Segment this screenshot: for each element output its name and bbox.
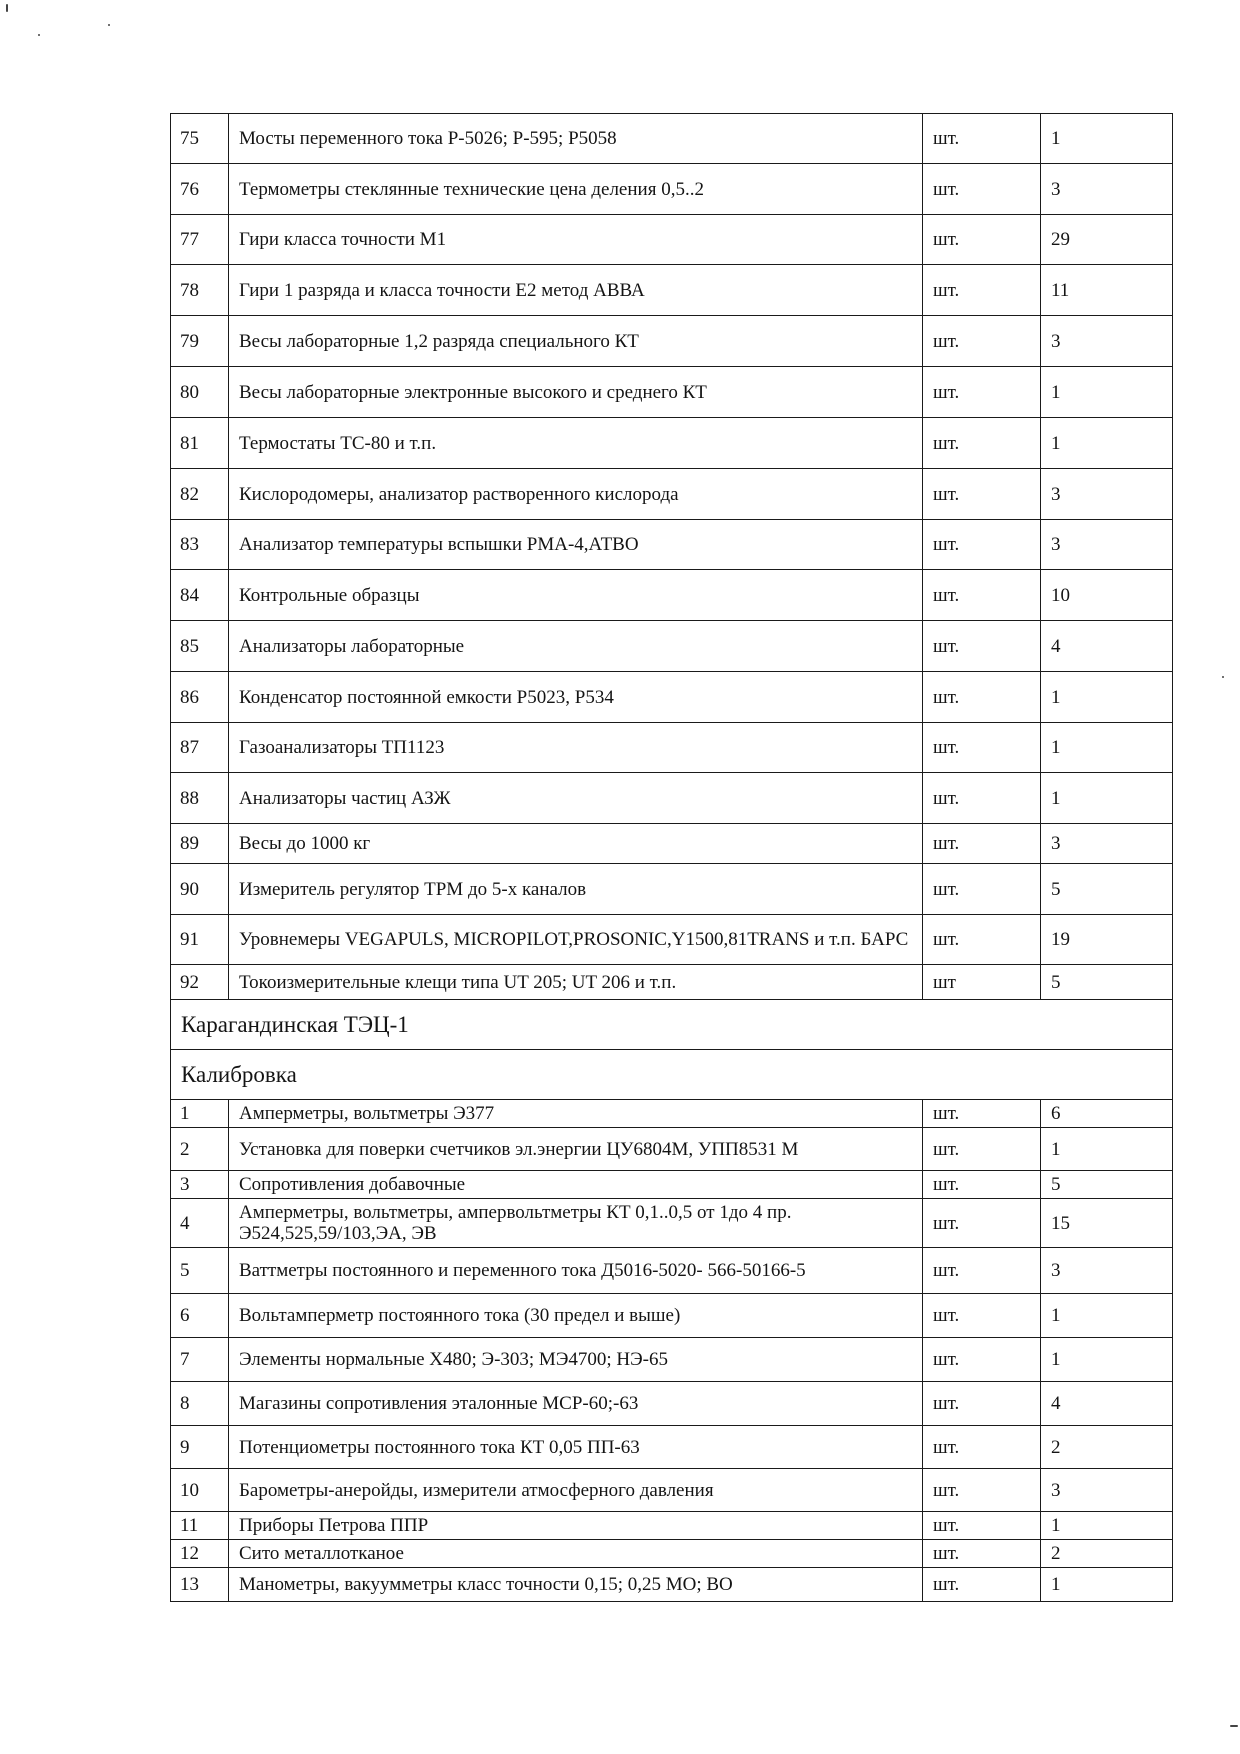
scan-speck	[6, 4, 8, 12]
unit-of-measure: шт.	[923, 723, 1041, 773]
item-quantity: 1	[1041, 1512, 1173, 1540]
scan-speck	[1230, 1725, 1238, 1727]
row-number: 10	[171, 1469, 229, 1512]
item-quantity: 3	[1041, 520, 1173, 570]
item-quantity: 1	[1041, 773, 1173, 824]
row-number: 2	[171, 1128, 229, 1171]
scan-speck	[1222, 676, 1224, 678]
item-name: Гири 1 разряда и класса точности Е2 метод АВВА	[229, 265, 923, 316]
table-row	[171, 469, 1173, 520]
item-name: Мосты переменного тока Р-5026; Р-595; Р5058	[229, 114, 923, 164]
row-number: 84	[171, 570, 229, 621]
row-number: 89	[171, 824, 229, 864]
item-name: Сито металлотканое	[229, 1540, 923, 1568]
item-quantity: 3	[1041, 469, 1173, 520]
item-name: Магазины сопротивления эталонные МСР-60;-63	[229, 1382, 923, 1426]
item-quantity: 3	[1041, 1248, 1173, 1294]
item-quantity: 3	[1041, 824, 1173, 864]
unit-of-measure: шт.	[923, 1338, 1041, 1382]
row-number: 4	[171, 1199, 229, 1248]
unit-of-measure: шт.	[923, 418, 1041, 469]
row-number: 85	[171, 621, 229, 672]
item-name: Весы лабораторные электронные высокого и среднего КТ	[229, 367, 923, 418]
table-row	[171, 965, 1173, 1000]
item-quantity: 4	[1041, 1382, 1173, 1426]
item-name: Ваттметры постоянного и переменного тока Д5016-5020- 566-50166-5	[229, 1248, 923, 1294]
unit-of-measure: шт.	[923, 469, 1041, 520]
table-row	[171, 520, 1173, 570]
section-org-title: Карагандинская ТЭЦ-1	[171, 1000, 1173, 1050]
unit-of-measure: шт.	[923, 824, 1041, 864]
table-row	[171, 1171, 1173, 1199]
item-name: Вольтамперметр постоянного тока (30 предел и выше)	[229, 1294, 923, 1338]
table-row	[171, 114, 1173, 164]
row-number: 1	[171, 1100, 229, 1128]
item-quantity: 3	[1041, 1469, 1173, 1512]
row-number: 7	[171, 1338, 229, 1382]
row-number: 11	[171, 1512, 229, 1540]
row-number: 86	[171, 672, 229, 723]
unit-of-measure: шт.	[923, 1171, 1041, 1199]
table-row	[171, 164, 1173, 215]
row-number: 5	[171, 1248, 229, 1294]
item-quantity: 1	[1041, 1568, 1173, 1602]
table-row	[171, 1248, 1173, 1294]
item-name: Термостаты ТС-80 и т.п.	[229, 418, 923, 469]
item-quantity: 5	[1041, 864, 1173, 915]
item-name: Контрольные образцы	[229, 570, 923, 621]
item-quantity: 1	[1041, 1338, 1173, 1382]
table-row	[171, 1338, 1173, 1382]
unit-of-measure: шт.	[923, 1540, 1041, 1568]
item-quantity: 10	[1041, 570, 1173, 621]
unit-of-measure: шт.	[923, 164, 1041, 215]
item-name: Потенциометры постоянного тока КТ 0,05 ПП-63	[229, 1426, 923, 1469]
item-quantity: 6	[1041, 1100, 1173, 1128]
unit-of-measure: шт.	[923, 1294, 1041, 1338]
item-name: Токоизмерительные клещи типа UT 205; UT 206 и т.п.	[229, 965, 923, 1000]
item-quantity: 2	[1041, 1426, 1173, 1469]
unit-of-measure: шт.	[923, 570, 1041, 621]
item-name: Установка для поверки счетчиков эл.энергии ЦУ6804М, УПП8531 М	[229, 1128, 923, 1171]
row-number: 9	[171, 1426, 229, 1469]
unit-of-measure: шт.	[923, 114, 1041, 164]
table-row	[171, 864, 1173, 915]
section-subheading-row	[171, 1050, 1173, 1100]
item-name: Амперметры, вольтметры Э377	[229, 1100, 923, 1128]
row-number: 79	[171, 316, 229, 367]
row-number: 88	[171, 773, 229, 824]
table-row	[171, 621, 1173, 672]
item-name: Весы до 1000 кг	[229, 824, 923, 864]
table-row	[171, 915, 1173, 965]
table-row	[171, 1512, 1173, 1540]
item-quantity: 1	[1041, 114, 1173, 164]
row-number: 3	[171, 1171, 229, 1199]
row-number: 90	[171, 864, 229, 915]
unit-of-measure: шт.	[923, 1100, 1041, 1128]
item-quantity: 2	[1041, 1540, 1173, 1568]
row-number: 77	[171, 215, 229, 265]
item-name: Анализаторы лабораторные	[229, 621, 923, 672]
item-name: Элементы нормальные Х480; Э-303; МЭ4700; НЭ-65	[229, 1338, 923, 1382]
unit-of-measure: шт.	[923, 367, 1041, 418]
item-name: Гири класса точности М1	[229, 215, 923, 265]
row-number: 6	[171, 1294, 229, 1338]
scan-speck	[108, 24, 110, 26]
row-number: 91	[171, 915, 229, 965]
table-row	[171, 672, 1173, 723]
item-quantity: 19	[1041, 915, 1173, 965]
item-name: Термометры стеклянные технические цена деления 0,5..2	[229, 164, 923, 215]
item-quantity: 5	[1041, 965, 1173, 1000]
item-quantity: 1	[1041, 672, 1173, 723]
unit-of-measure: шт.	[923, 1469, 1041, 1512]
item-name: Сопротивления добавочные	[229, 1171, 923, 1199]
item-name: Приборы Петрова ППР	[229, 1512, 923, 1540]
table-row	[171, 418, 1173, 469]
unit-of-measure: шт	[923, 965, 1041, 1000]
unit-of-measure: шт.	[923, 915, 1041, 965]
row-number: 87	[171, 723, 229, 773]
table-row	[171, 1100, 1173, 1128]
table-row	[171, 723, 1173, 773]
unit-of-measure: шт.	[923, 773, 1041, 824]
row-number: 13	[171, 1568, 229, 1602]
item-quantity: 1	[1041, 1294, 1173, 1338]
table-row	[171, 1540, 1173, 1568]
unit-of-measure: шт.	[923, 520, 1041, 570]
table-row	[171, 1382, 1173, 1426]
unit-of-measure: шт.	[923, 672, 1041, 723]
table-row	[171, 824, 1173, 864]
item-quantity: 15	[1041, 1199, 1173, 1248]
unit-of-measure: шт.	[923, 1426, 1041, 1469]
row-number: 92	[171, 965, 229, 1000]
unit-of-measure: шт.	[923, 1512, 1041, 1540]
table-row	[171, 1294, 1173, 1338]
table-row	[171, 265, 1173, 316]
equipment-table-upper	[170, 113, 1173, 1000]
item-name: Конденсатор постоянной емкости Р5023, Р534	[229, 672, 923, 723]
section-heading-row	[171, 1000, 1173, 1050]
item-quantity: 29	[1041, 215, 1173, 265]
item-name: Анализатор температуры вспышки РМА-4,АТВО	[229, 520, 923, 570]
row-number: 12	[171, 1540, 229, 1568]
table-row	[171, 773, 1173, 824]
table-row	[171, 1426, 1173, 1469]
item-quantity: 4	[1041, 621, 1173, 672]
item-quantity: 1	[1041, 367, 1173, 418]
section-subtitle: Калибровка	[171, 1050, 1173, 1100]
unit-of-measure: шт.	[923, 1199, 1041, 1248]
table-row	[171, 316, 1173, 367]
item-name: Уровнемеры VEGAPULS, MICROPILOT,PROSONIC,Y1500,81TRANS и т.п. БАРС	[229, 915, 923, 965]
equipment-table-lower	[170, 999, 1173, 1602]
row-number: 82	[171, 469, 229, 520]
scan-speck	[38, 34, 40, 36]
table-row	[171, 570, 1173, 621]
item-name: Весы лабораторные 1,2 разряда специального КТ	[229, 316, 923, 367]
unit-of-measure: шт.	[923, 1382, 1041, 1426]
item-quantity: 1	[1041, 723, 1173, 773]
table-row	[171, 1128, 1173, 1171]
unit-of-measure: шт.	[923, 1248, 1041, 1294]
unit-of-measure: шт.	[923, 621, 1041, 672]
item-quantity: 11	[1041, 265, 1173, 316]
item-name: Амперметры, вольтметры, ампервольтметры КТ 0,1..0,5 от 1до 4 пр. Э524,525,59/103,ЭА, ЭВ	[229, 1199, 923, 1248]
table-row	[171, 367, 1173, 418]
item-quantity: 1	[1041, 418, 1173, 469]
row-number: 81	[171, 418, 229, 469]
item-quantity: 3	[1041, 316, 1173, 367]
unit-of-measure: шт.	[923, 215, 1041, 265]
item-name: Измеритель регулятор ТРМ до 5-х каналов	[229, 864, 923, 915]
row-number: 76	[171, 164, 229, 215]
unit-of-measure: шт.	[923, 1128, 1041, 1171]
row-number: 83	[171, 520, 229, 570]
item-quantity: 5	[1041, 1171, 1173, 1199]
item-quantity: 1	[1041, 1128, 1173, 1171]
table-row	[171, 1199, 1173, 1248]
item-quantity: 3	[1041, 164, 1173, 215]
item-name: Барометры-анеройды, измерители атмосферного давления	[229, 1469, 923, 1512]
unit-of-measure: шт.	[923, 265, 1041, 316]
item-name: Анализаторы частиц АЗЖ	[229, 773, 923, 824]
row-number: 75	[171, 114, 229, 164]
table-row	[171, 1469, 1173, 1512]
row-number: 8	[171, 1382, 229, 1426]
unit-of-measure: шт.	[923, 1568, 1041, 1602]
item-name: Манометры, вакуумметры класс точности 0,15; 0,25 МО; ВО	[229, 1568, 923, 1602]
table-row	[171, 1568, 1173, 1602]
row-number: 78	[171, 265, 229, 316]
table-row	[171, 215, 1173, 265]
row-number: 80	[171, 367, 229, 418]
item-name: Кислородомеры, анализатор растворенного кислорода	[229, 469, 923, 520]
unit-of-measure: шт.	[923, 316, 1041, 367]
equipment-sheet	[170, 113, 1172, 1602]
unit-of-measure: шт.	[923, 864, 1041, 915]
item-name: Газоанализаторы ТП1123	[229, 723, 923, 773]
